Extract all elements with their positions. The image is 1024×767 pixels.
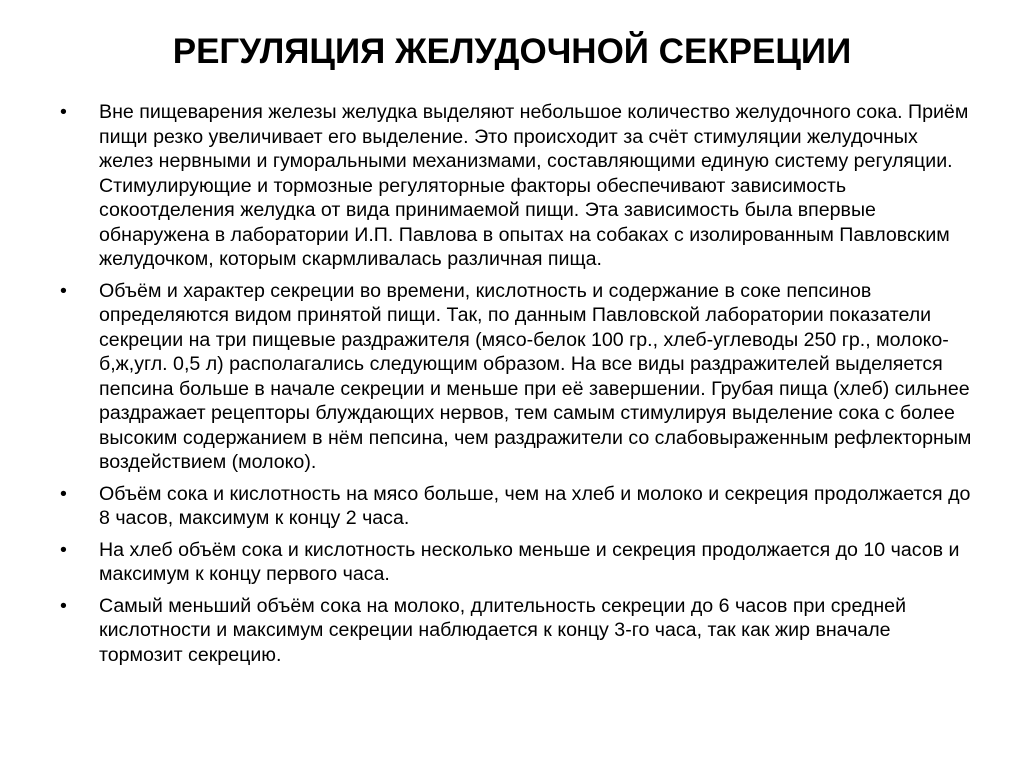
bullet-dot-icon: •: [60, 279, 67, 302]
bullet-list: [60, 100, 972, 674]
bullet-item: [60, 538, 972, 587]
bullet-text: Самый меньший объём сока на молоко, длительность секреции до 6 часов при средней кислотности и максимум секреции наблюдается к концу 3-го часа, так как жир вначале тормозит секрецию.: [99, 594, 907, 666]
bullet-item: [60, 100, 972, 272]
bullet-dot-icon: •: [60, 482, 67, 505]
bullet-text: На хлеб объём сока и кислотность несколько меньше и секреция продолжается до 10 часов и максимум к концу первого часа.: [99, 538, 960, 585]
bullet-text: Вне пищеварения железы желудка выделяют небольшое количество желудочного сока. Приём пищи резко увеличивает его выделение. Это происходит за счёт стимуляции желудочных желез нервными и гуморальными механизмами, составляющими единую систему регуляции. Стимулирующие и тормозные регуляторные факторы обеспечивают зависимость сокоотделения желудка от вида принимаемой пищи. Эта зависимость была впервые обнаружена в лаборатории И.П. Павлова в опытах на собаках с изолированным Павловским желудочком, которым скармливалась различная пища.: [99, 101, 969, 270]
bullet-dot-icon: •: [60, 101, 67, 123]
bullet-item: [60, 482, 972, 531]
slide-title: РЕГУЛЯЦИЯ ЖЕЛУДОЧНОЙ СЕКРЕЦИИ: [172, 32, 852, 71]
bullet-item: [60, 279, 972, 475]
bullet-text: Объём сока и кислотность на мясо больше, чем на хлеб и молоко и секреция продолжается до 8 часов, максимум к концу 2 часа.: [99, 482, 971, 529]
bullet-dot-icon: •: [60, 538, 67, 561]
bullet-text: Объём и характер секреции во времени, кислотность и содержание в соке пепсинов определяются видом принятой пищи. Так, по данным Павловской лаборатории показатели секреции на три пищевые раздражителя (мясо-белок 100 гр., хлеб-углеводы 250 гр., молоко-б,ж,угл. 0,5 л) располагались следующим образом. На все виды раздражителей выделяется пепсина больше в начале секреции и меньше при её завершении. Грубая пища (хлеб) сильнее раздражает рецепторы блуждающих нервов, тем самым стимулируя выделение сока с более высоким содержанием в нём пепсина, чем раздражители со слабовыраженным рефлекторным воздействием (молоко).: [99, 279, 972, 473]
bullet-item: [60, 594, 972, 668]
bullet-dot-icon: •: [60, 594, 67, 617]
